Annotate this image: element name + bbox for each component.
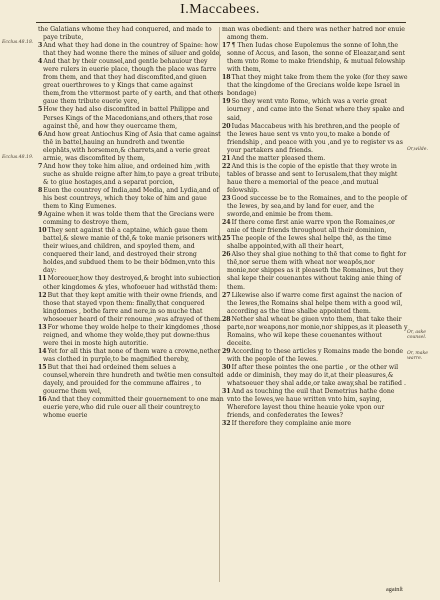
verse-number: 6 [38, 130, 43, 138]
verse-number: 20 [222, 122, 231, 130]
verse-text: the Galatians whome they had conquered, and made to paye tribute, [38, 26, 212, 42]
verse-number: 13 [38, 323, 47, 331]
verse-number: 24 [222, 219, 231, 227]
verse-text: Good successe be to the Romaines, and to the people of the Iewes, by sea,and by land for euer, and the sworde,and enimie be from them. [227, 194, 408, 219]
verse [222, 316, 408, 348]
verse [38, 227, 224, 275]
verse-number: 9 [38, 211, 43, 219]
verse [222, 26, 408, 42]
verse [222, 388, 408, 420]
verse [222, 235, 408, 251]
verse-number: 12 [38, 291, 47, 299]
verse-text: According to these articles y Romains made the bonde with the people of the Iewes. [227, 347, 404, 363]
verse [38, 275, 224, 291]
verse [222, 163, 408, 195]
verse-text: Euen the countrey of India,and Media, and Lydia,and of his best countreys, which they toke of him and gaue them to King Eumenes. [43, 186, 219, 211]
margin-note: Ecclus.48.18. [2, 40, 34, 45]
verse [38, 396, 224, 420]
verse [222, 98, 408, 122]
verse-number: 18 [222, 74, 231, 82]
margin-note: Or, aske counsel. [407, 330, 427, 341]
verse [222, 348, 408, 364]
verse-text: But that they kept amitie with their owne friends, and those that stayed vpon them: finally,that conquered kingdomes , bothe farre and nere,in so muche that whosoeuer heard of their renoume ,was afrayed of them. [43, 291, 222, 323]
verse [222, 420, 408, 428]
verse-text: Nether shal wheat be giuen vnto them, that take their parte,nor weapons,nor monie,nor shippes,as it pleaseth y Romains, who wil kepe these couenantes without deceite. [227, 315, 408, 347]
verse-text: They sent against thē a captaine, which gaue them battel,& slewe manie of thē,& toke manie prisoners with their wiues,and children, and spoyled them, and conquered their land, and destroyed their strong holdes,and subdued them to be their bōdmen,vnto this day: [43, 227, 222, 275]
verse [222, 219, 408, 235]
verse-text: And the matter pleased them. [231, 154, 326, 162]
verse-text: And this is the copie of the epistle that they wrote in tables of brasse and sent to Ierusalem,that they might haue there a memorial of the peace ,and mutual felowship. [227, 162, 398, 194]
verse [222, 42, 408, 74]
verse-number: 10 [38, 227, 47, 235]
verse-text: Moreouer,how they destroyed,& broght into subiection other kingdomes & yles, whofoeuer had withstād them: [43, 275, 221, 291]
verse-text: If after these pointes the one partie , or the other wil adde or diminish, they may do it,at their pleasures,& whatsoeuer they shal adde,or take away,shal be ratified . [227, 363, 406, 388]
verse-number: 26 [222, 251, 231, 259]
verse-text: And as touching the euil that Demetrius hathe done vnto the Iewes,we haue written vnto him, saying, Wherefore layest thou thine heauie yoke vpon our friends, and confederates the Iewes? [227, 388, 395, 420]
right-text-column [222, 26, 408, 428]
verse [222, 74, 408, 98]
verse [222, 364, 408, 388]
verse-text: ¶ Then Iudas chose Eupolemus the sonne of Iohn,the sonne of Accus, and Iason, the sonne of Eleazar,and sent them vnto Rome to make friendship, & mutual felowship with them, [227, 42, 406, 74]
verse-number: 17 [222, 42, 231, 50]
verse-number: 31 [222, 388, 231, 396]
verse-text: And how they toke him aliue, and ordeined him ,with suche as shulde reigne after him,to paye a great tribute, & to giue hostages,and a separat porcion, [43, 162, 221, 186]
verse-text: Yet for all this that none of them ware a crowne,nether was clothed in purple,to be magnified thereby, [43, 347, 221, 363]
verse-text: How they had also discomfited in battel Philippe and Perses Kings of the Macedonians,and others,that rose against thē, and how they ouercame them, [43, 106, 213, 130]
verse [38, 324, 224, 348]
verse-text: That they might take from them the yoke (for they sawe that the kingdome of the Grecians wolde kepe Israel in bondage) [227, 74, 408, 98]
verse-text: But that thei had ordeined them selues a counsel,wherein thre hundreth and twētie men consulted dayely, and prouided for the commune affaires , to gouerne them wel, [43, 363, 224, 396]
verse-number: 3 [38, 42, 43, 50]
verse-number: 22 [222, 162, 231, 170]
verse-number: 25 [222, 235, 231, 243]
verse-text: And that they committed their gouernement to one man euerie yere,who did rule ouer all their countrey,to whome euerie [43, 396, 224, 420]
verse-text: And what they had done in the countrey of Spaine: how that they had wonne there the mines of siluer and golde, [43, 42, 222, 58]
verse [38, 364, 224, 396]
verse [38, 292, 224, 324]
verse-number: 32 [222, 420, 231, 428]
verse-number: 16 [38, 396, 47, 404]
verse [38, 42, 224, 58]
verse-number: 21 [222, 154, 231, 162]
verse [38, 348, 224, 364]
verse-text: If there come first anie warre vpon the Romaines,or anie of their friends throughout all their dominion, [227, 219, 395, 235]
verse [38, 163, 224, 187]
catchword: againſt [386, 586, 403, 593]
verse-text: Also they shal giue nothing to thē that come to fight for thē,nor serue them with wheat nor weapōs,nor monie,nor shippes as it pleaseth the Romaines, but they shal kepe their couenantes without taking anie thing of them. [227, 251, 407, 291]
verse-number: 4 [38, 58, 43, 66]
verse [38, 26, 224, 42]
verse-text: Againe when it was tolde them that the Grecians were comming to destroye them, [43, 211, 215, 227]
verse [38, 211, 224, 227]
verse-number: 11 [38, 275, 47, 283]
verse-number: 19 [222, 98, 231, 106]
verse-number: 30 [222, 363, 231, 371]
header-rule [36, 22, 406, 23]
page-title: I.Maccabees. [180, 2, 260, 17]
verse-text: If therefore they complaine anie more [231, 420, 352, 428]
verse-text: The people of the Iewes shal helpe thē, as the time shalbe appointed,with all their heart, [227, 235, 392, 251]
verse [222, 251, 408, 291]
verse-text: And that by their counsel,and gentle behauiour they were rulers in euerie place, though the place was farre from them, and that they had discomfited,and giuen great ouerthrowes to y Kings that came against them,from the vttermost parte of y earth, and that others gaue them tribute euerie yere, [43, 58, 224, 106]
verse [222, 123, 408, 155]
verse-text: So they went vnto Rome, which was a verie great iourney , and came into the Senat where they spake and said, [227, 98, 405, 122]
verse-number: 15 [38, 363, 47, 371]
verse-text: Likewise also if warre come first against the nacion of the Iewes,the Romains shal helpe them with a good wil, according as the time shalbe appointed them. [227, 291, 403, 315]
verse-number: 23 [222, 194, 231, 202]
verse [222, 292, 408, 316]
verse-text: man was obedient: and there was nether hatred nor enuie among them. [222, 26, 405, 42]
verse-number: 8 [38, 186, 43, 194]
margin-note: Or,wilde. [407, 147, 428, 152]
verse-number: 27 [222, 291, 231, 299]
verse-number: 5 [38, 106, 43, 114]
verse [38, 58, 224, 106]
verse [38, 131, 224, 163]
verse-number: 28 [222, 315, 231, 323]
verse [38, 106, 224, 130]
verse-number: 29 [222, 347, 231, 355]
verse [38, 187, 224, 211]
verse-number: 7 [38, 162, 43, 170]
verse-number: 14 [38, 347, 47, 355]
verse-text: For whome they wolde helpe to their kingdomes ,those reigned, and whome they wolde,they put downe:thus were thei in moste high autoritie. [43, 323, 221, 347]
left-text-column [38, 26, 224, 420]
verse [222, 155, 408, 163]
verse-text: Iudas Maccabeus with his brethren,and the people of the Iewes haue sent vs vnto you,to make a bonde of friendship , and peace with you ,and ye to register vs as your partakers and friends. [227, 122, 403, 154]
verse-text: And how great Antiochus King of Asia that came against thē in battel,hauing an hundreth and twentie elephāts,with horsemen,& charrets,and a verie great armie, was discomfited by them, [43, 130, 221, 162]
margin-note: Or, make warre. [407, 351, 428, 362]
verse [222, 195, 408, 219]
margin-note: Ecclus.48.19. [2, 155, 34, 160]
